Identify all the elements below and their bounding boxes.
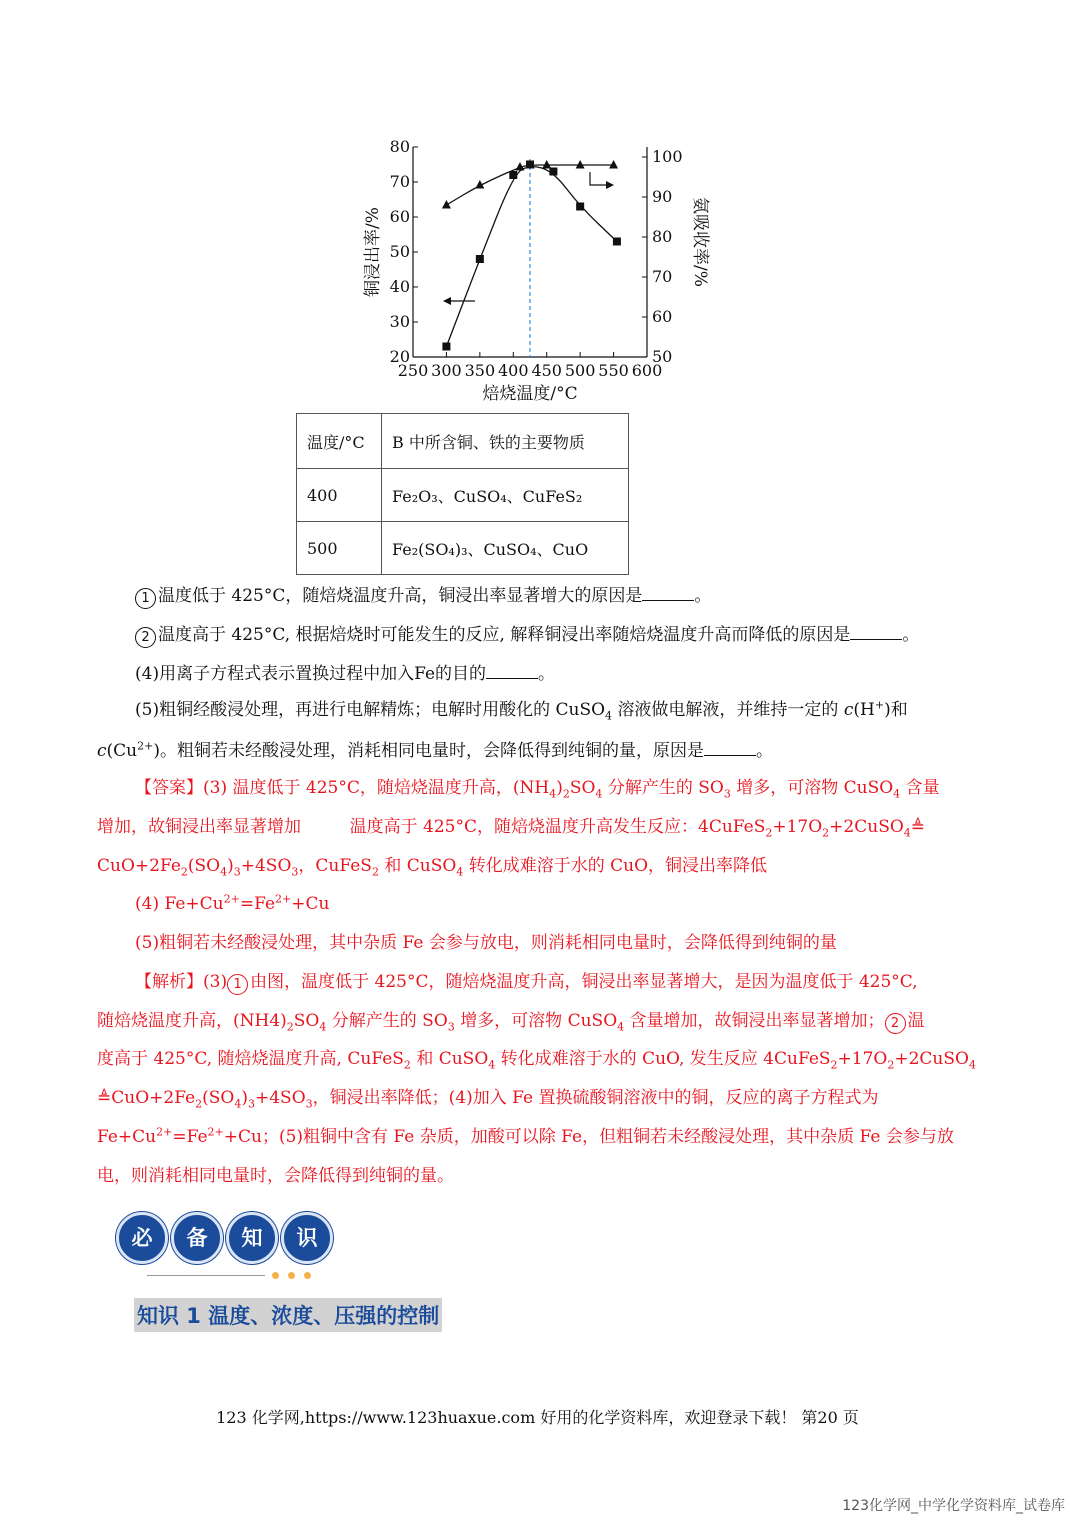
table-cell: Fe₂O₃、CuSO₄、CuFeS₂ [382, 469, 629, 522]
analysis-line-5: $Fe+Cu^{2+}=Fe^{2+}+Cu$；(5)粗铜中含有 Fe 杂质，加酸可以除 Fe，但粗铜若未经酸浸处理，其中杂质 Fe 会参与放 [97, 1125, 954, 1147]
answer-text: ，CuFeS [298, 856, 372, 876]
x-tick-label: 350 [464, 361, 496, 380]
question-1 [135, 582, 711, 609]
punct: 。 [694, 586, 712, 606]
question-5-line2: $c(Cu^{2+})$。粗铜若未经酸浸处理，消耗相同电量时，会降低得到纯铜的量，原因是 。 [97, 737, 773, 763]
x-tick-label: 550 [598, 361, 629, 380]
y-left-tick-label: 60 [389, 207, 410, 226]
analysis-text: 度高于 425°C, 随焙烧温度升高, CuFeS [97, 1049, 404, 1069]
x-axis-label: 焙烧温度/°C [482, 384, 578, 404]
circled-number: 2 [885, 1013, 906, 1034]
answer-line-2: 增加，故铜浸出率显著增加 温度高于 425°C，随焙烧温度升高发生反应：$4CuFeS_2+17O_2+2CuSO_4≜$ [97, 817, 926, 840]
circled-number: 1 [135, 588, 156, 609]
data-point-triangle [576, 160, 585, 169]
answer-blank [486, 660, 538, 679]
divider-line [147, 1275, 265, 1276]
question-2 [135, 621, 919, 648]
table-cell: 500 [297, 522, 382, 575]
question-4 [135, 660, 555, 686]
question-1-text: 温度低于 425°C，随焙烧温度升高，铜浸出率显著增大的原因是 [158, 586, 643, 606]
question-5-line1: (5)粗铜经酸浸处理，再进行电解精炼；电解时用酸化的 CuSO$_4$ 溶液做电解液，并维持一定的 c(H+)和 [135, 698, 908, 723]
series-line-square [446, 167, 616, 347]
answer-blank [642, 582, 694, 601]
analysis-line-6: 电，则消耗相同电量时，会降低得到纯铜的量。 [97, 1166, 454, 1186]
table-row [297, 469, 629, 522]
analysis-text: 分解产生的 SO [331, 1011, 448, 1031]
answer-line-1: 【答案】(3) 温度低于 425°C，随焙烧温度升高，$(NH_4)_2SO_4$ 分解产生的 $SO_3$ 增多，可溶物 CuSO$_4$ 含量 [135, 778, 940, 801]
analysis-text: ；(5)粗铜中含有 Fe 杂质，加酸可以除 Fe，但粗铜若未经酸浸处理，其中杂质 Fe 会参与放 [261, 1127, 954, 1147]
answer-text: 转化成难溶于水的 CuO，铜浸出率降低 [468, 856, 767, 876]
x-tick-label: 400 [498, 361, 529, 380]
section-badge: 知 [226, 1212, 278, 1264]
x-tick-label: 300 [431, 361, 462, 380]
answer-blank [704, 737, 756, 756]
answer-line-4: (4) $Fe+Cu^{2+}=Fe^{2+}+Cu$ [135, 892, 330, 914]
data-point-square [442, 343, 450, 351]
x-tick-label: 250 [397, 361, 429, 380]
analysis-text: 随焙烧温度升高，(NH4) [97, 1011, 287, 1031]
analysis-text: 温 [907, 1011, 925, 1031]
section-badge: 必 [116, 1212, 168, 1264]
y-left-tick-label: 20 [389, 347, 410, 366]
analysis-text: 转化成难溶于水的 CuO, 发生反应 4CuFeS [500, 1049, 831, 1069]
data-point-square [509, 171, 517, 179]
analysis-text: 由图，温度低于 425°C，随焙烧温度升高，铜浸出率显著增大，是因为温度低于 425°C, [250, 972, 918, 992]
data-point-square [476, 255, 484, 263]
y-left-tick-label: 50 [389, 242, 410, 261]
data-point-square [576, 203, 584, 211]
section-badge: 备 [171, 1212, 223, 1264]
analysis-line-2: 随焙烧温度升高，$(NH4)_2SO_4$ 分解产生的 $SO_3$ 增多，可溶物 CuSO$_4$ 含量增加，故铜浸出率显著增加； 2 温 [97, 1011, 925, 1034]
question-2-text: 温度高于 425°C, 根据焙烧时可能发生的反应, 解释铜浸出率随焙烧温度升高而降低的原因是 [158, 625, 851, 645]
data-point-square [549, 168, 557, 176]
circled-number: 2 [135, 627, 156, 648]
decor-dot [272, 1272, 279, 1279]
answer-line-5: (5)粗铜若未经酸浸处理，其中杂质 Fe 会参与放电，则消耗相同电量时，会降低得到纯铜的量 [135, 933, 837, 953]
decor-dot [288, 1272, 295, 1279]
x-tick-label: 500 [564, 361, 596, 380]
y-right-tick-label: 90 [652, 187, 673, 206]
punct: 。 [902, 625, 920, 645]
y-left-tick-label: 40 [389, 277, 410, 296]
analysis-line-3: 度高于 425°C, 随焙烧温度升高, CuFeS$_2$ 和 CuSO$_4$ 转化成难溶于水的 CuO, 发生反应 $4CuFeS_2+17O_2+2CuSO_4$ [97, 1049, 976, 1072]
punct: 。 [538, 664, 556, 684]
series-line-triangle [446, 165, 613, 205]
analysis-line-1: 【解析】(3) 1 由图，温度低于 425°C，随焙烧温度升高，铜浸出率显著增大，是因为温度低于 425°C, [135, 970, 918, 995]
y-axis-right-label: 氨吸收率/% [690, 197, 710, 287]
x-tick-label: 450 [531, 361, 562, 380]
chart [350, 130, 710, 410]
circled-number: 1 [227, 974, 248, 995]
table-header-cell: 温度/°C [297, 414, 382, 469]
analysis-text: ，铜浸出率降低；(4)加入 Fe 置换硫酸铜溶液中的铜，反应的离子方程式为 [312, 1088, 879, 1108]
question-5-text: 溶液做电解液，并维持一定的 [617, 700, 839, 720]
answer-line-3: $CuO+2Fe_2(SO_4)_3+4SO_3$，CuFeS$_2$ 和 CuSO$_4$ 转化成难溶于水的 CuO，铜浸出率降低 [97, 856, 767, 879]
table-header-cell: B 中所含铜、铁的主要物质 [382, 414, 629, 469]
data-point-square [613, 238, 621, 246]
analysis-text: 增多，可溶物 CuSO [460, 1011, 618, 1031]
data-point-triangle [442, 200, 451, 209]
y-left-tick-label: 30 [389, 312, 410, 331]
x-tick-label: 600 [631, 361, 663, 380]
answer-label: 【答案】 [135, 778, 203, 798]
section-title: 知识 1 温度、浓度、压强的控制 [134, 1298, 442, 1332]
answer-text: (4) Fe+Cu [135, 894, 224, 914]
table-header-row [297, 414, 629, 469]
question-5-text: (5)粗铜经酸浸处理，再进行电解精炼；电解时用酸化的 CuSO [135, 700, 606, 720]
analysis-text: 含量增加，故铜浸出率显著增加； [629, 1011, 885, 1031]
y-axis-left-label: 铜浸出率/% [363, 207, 383, 297]
left-axis-arrow-head [443, 297, 451, 305]
answer-text: 温度高于 425°C，随焙烧温度升高发生反应：4CuFeS [349, 817, 766, 837]
data-table [296, 413, 629, 575]
table-cell: 400 [297, 469, 382, 522]
question-5-text: 。粗铜若未经酸浸处理，消耗相同电量时，会降低得到纯铜的量，原因是 [159, 741, 704, 761]
y-right-tick-label: 100 [652, 147, 683, 166]
analysis-text: 和 CuSO [416, 1049, 489, 1069]
question-4-text: (4)用离子方程式表示置换过程中加入Fe的目的 [135, 664, 487, 684]
analysis-line-4: $≜CuO+2Fe_2(SO_4)_3+4SO_3$，铜浸出率降低；(4)加入 Fe 置换硫酸铜溶液中的铜，反应的离子方程式为 [97, 1088, 879, 1111]
punct: 。 [755, 741, 773, 761]
data-point-triangle [542, 160, 551, 169]
y-right-tick-label: 70 [652, 267, 673, 286]
page-footer: 123 化学网,https://www.123huaxue.com 好用的化学资料库，欢迎登录下载！ 第20 页 [216, 1408, 859, 1427]
section-badge: 识 [281, 1212, 333, 1264]
y-right-tick-label: 60 [652, 307, 673, 326]
right-axis-arrow-head [606, 181, 614, 189]
decor-dot [304, 1272, 311, 1279]
chart-svg [350, 130, 710, 410]
watermark-text: 123化学网_中学化学资料库_试卷库 [842, 1498, 1065, 1514]
analysis-label: 【解析】 [135, 972, 203, 992]
table-cell: Fe₂(SO₄)₃、CuSO₄、CuO [382, 522, 629, 575]
data-point-triangle [609, 160, 618, 169]
answer-text: (3) 温度低于 425°C，随焙烧温度升高，(NH [203, 778, 550, 798]
y-right-tick-label: 50 [652, 347, 673, 366]
y-right-tick-label: 80 [652, 227, 673, 246]
y-left-tick-label: 80 [389, 137, 410, 156]
answer-text: 增加，故铜浸出率显著增加 [97, 817, 301, 837]
y-left-tick-label: 70 [389, 172, 410, 191]
table-row [297, 522, 629, 575]
answer-blank [850, 621, 902, 640]
